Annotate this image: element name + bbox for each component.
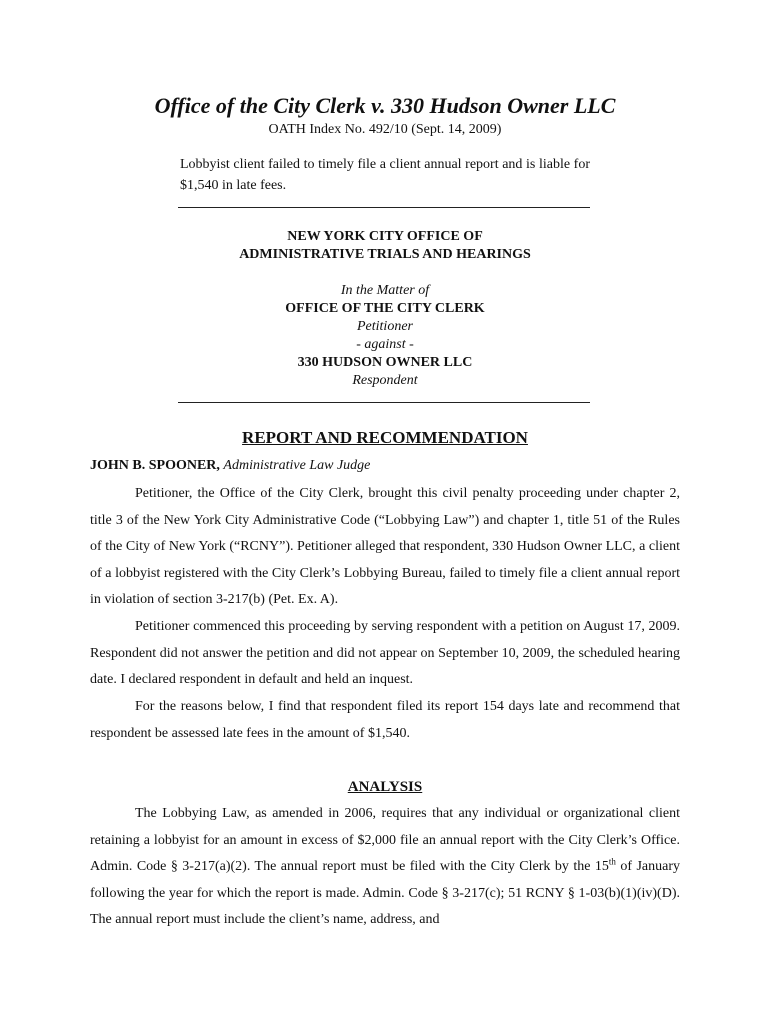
divider-bottom bbox=[178, 402, 590, 403]
agency-line-1: NEW YORK CITY OFFICE OF bbox=[287, 229, 483, 244]
judge-line bbox=[90, 458, 370, 474]
case-title: Office of the City Clerk v. 330 Hudson Owner LLC bbox=[154, 93, 616, 118]
report-paragraph-1: Petitioner, the Office of the City Clerk, brought this civil penalty proceeding under chapter 2, title 3 of the New York City Administrative Code (“Lobbying Law”) and chapter 1, title 51 of the Rules of the City of New York (“RCNY”). Petitioner alleged that respondent, 330 Hudson Owner LLC, a client of a lobbyist registered with the City Clerk’s Lobbying Bureau, failed to timely file a client annual report in violation of section 3-217(b) (Pet. Ex. A). bbox=[90, 486, 680, 608]
agency-line-2: ADMINISTRATIVE TRIALS AND HEARINGS bbox=[239, 247, 531, 262]
analysis-text-1: The Lobbying Law, as amended in 2006, requires that any individual or organizational client retaining a lobbyist for an amount in excess of $2,000 file an annual report with the City Clerk’s Office. Admin. Code § 3-217(a)(2). The annual report must be filed with the City Clerk by the 15 bbox=[90, 806, 680, 875]
petitioner-name: OFFICE OF THE CITY CLERK bbox=[285, 301, 485, 316]
respondent-name: 330 HUDSON OWNER LLC bbox=[297, 355, 473, 370]
judge-name: JOHN B. SPOONER, bbox=[90, 458, 220, 473]
judge-title: Administrative Law Judge bbox=[223, 458, 371, 473]
respondent-role: Respondent bbox=[352, 373, 418, 388]
oath-index: OATH Index No. 492/10 (Sept. 14, 2009) bbox=[268, 122, 502, 137]
report-heading: REPORT AND RECOMMENDATION bbox=[242, 428, 528, 447]
report-paragraph-3: For the reasons below, I find that respondent filed its report 154 days late and recommend that respondent be assessed late fees in the amount of $1,540. bbox=[90, 699, 680, 741]
in-the-matter-of: In the Matter of bbox=[340, 283, 430, 298]
petitioner-role: Petitioner bbox=[357, 319, 413, 334]
report-paragraph-2: Petitioner commenced this proceeding by serving respondent with a petition on August 17, 2009. Respondent did not answer the petition and did not appear on September 10, 2009, the scheduled hearing date. I declared respondent in default and held an inquest. bbox=[90, 619, 680, 688]
analysis-paragraph bbox=[90, 801, 680, 934]
case-summary: Lobbyist client failed to timely file a client annual report and is liable for $1,540 in late fees. bbox=[180, 157, 590, 193]
against-label: - against - bbox=[356, 337, 414, 352]
ordinal-suffix: th bbox=[608, 856, 616, 867]
divider-top bbox=[178, 207, 590, 208]
analysis-text-2: of January following the year for which the report is made. Admin. Code § 3-217(c); 51 RCNY § 1-03(b)(1)(iv)(D). The annual report must include the client’s name, address, and bbox=[90, 859, 680, 928]
analysis-heading: ANALYSIS bbox=[347, 779, 423, 795]
